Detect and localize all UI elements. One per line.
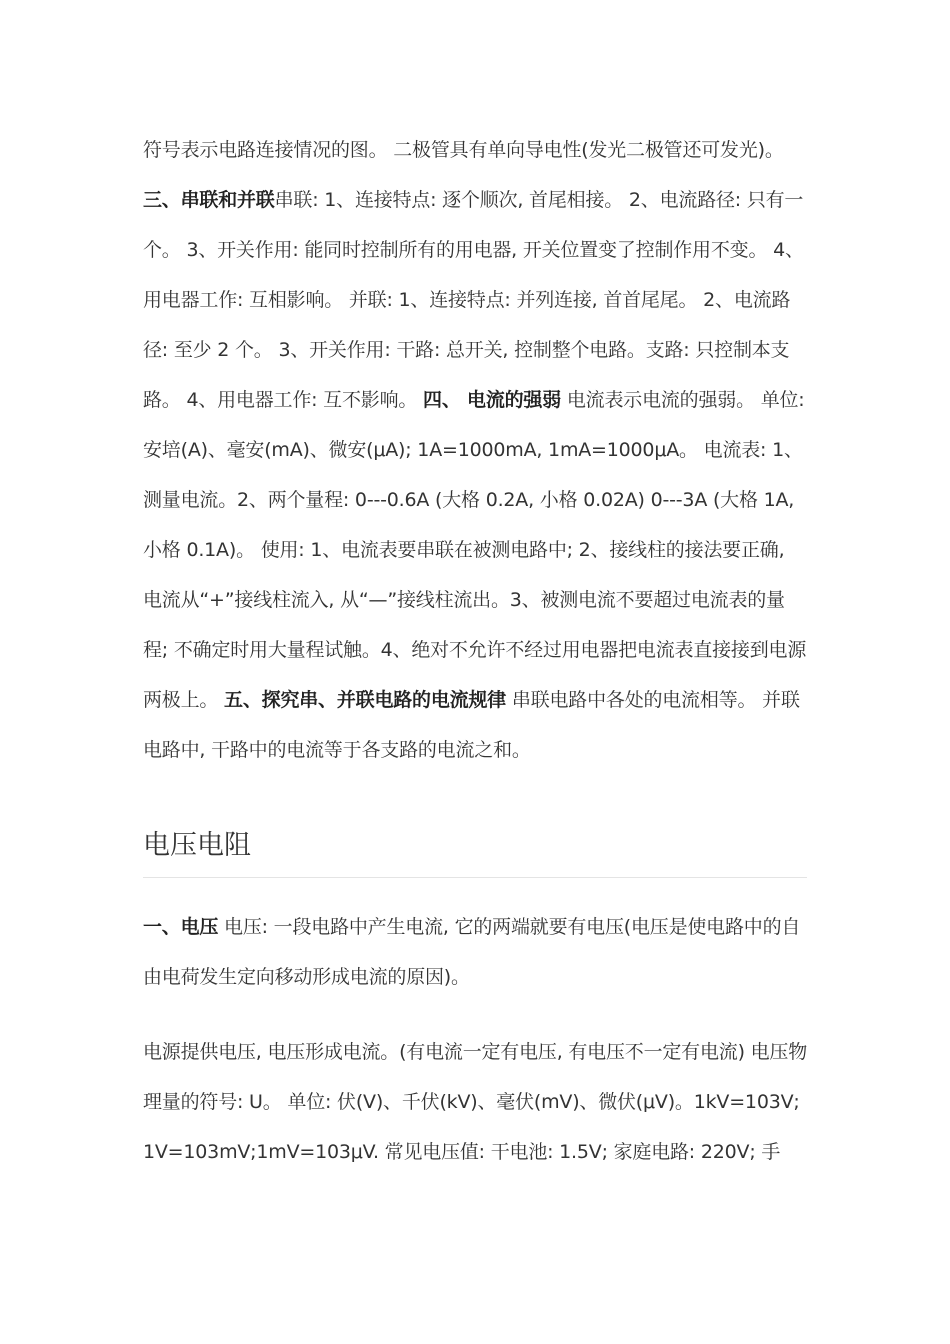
heading-current-rules: 五、探究串、并联电路的电流规律: [224, 689, 507, 711]
text-run: 电压: 一段电路中产生电流, 它的两端就要有电压(电压是使电路中的自由电荷发生定向移动形成电流的原因)。: [143, 916, 801, 988]
heading-current-strength: 四、 电流的强弱: [423, 389, 562, 411]
heading-voltage: 一、电压: [143, 916, 219, 938]
text-run: 符号表示电路连接情况的图。 二极管具有单向导电性(发光二极管还可发光)。: [143, 139, 784, 161]
text-run: 串联: 1、连接特点: 逐个顺次, 首尾相接。 2、电流路径: 只有一个。 3、开关作用: 能同时控制所有的用电器, 开关位置变了控制作用不变。 4、用电器工作: 互相影响。 并联: 1、连接特点: 并列连接, 首首尾尾。 2、电流路径: 至少 2 个。 3、开关作用: 干路: 总开关, 控制整个电路。支路: 只控制本支路。 4、用电器工作: 互不影响。: [143, 189, 804, 411]
paragraph-circuits-current: [143, 125, 809, 775]
paragraph-voltage-units: [143, 1027, 809, 1177]
text-run: 电流表示电流的强弱。 单位: 安培(A)、毫安(mA)、微安(μA); 1A=1000mA, 1mA=1000μA。 电流表: 1、测量电流。2、两个量程: 0---0.6A (大格 0.2A, 小格 0.02A) 0---3A (大格 1A, 小格 0.1A)。 使用: 1、电流表要串联在被测电路中; 2、接线柱的接法要正确, 电流从“+”接线柱流入, 从“—”接线柱流出。3、被测电流不要超过电流表的量程; 不确定时用大量程试触。4、绝对不允许不经过用电器把电流表直接接到电源两极上。: [143, 389, 807, 711]
paragraph-voltage-definition: [143, 902, 809, 1002]
section-title: 电压电阻: [143, 830, 251, 861]
heading-series-parallel: 三、串联和并联: [143, 189, 275, 211]
section-divider: [143, 877, 807, 878]
text-run: 串联电路中各处的电流相等。 并联电路中, 干路中的电流等于各支路的电流之和。: [143, 689, 800, 761]
text-run: 电源提供电压, 电压形成电流。(有电流一定有电压, 有电压不一定有电流) 电压物理量的符号: U。 单位: 伏(V)、千伏(kV)、毫伏(mV)、微伏(μV)。1kV=103V; 1V=103mV;1mV=103μV. 常见电压值: 干电池: 1.5V; 家庭电路: 220V; 手: [143, 1041, 808, 1163]
